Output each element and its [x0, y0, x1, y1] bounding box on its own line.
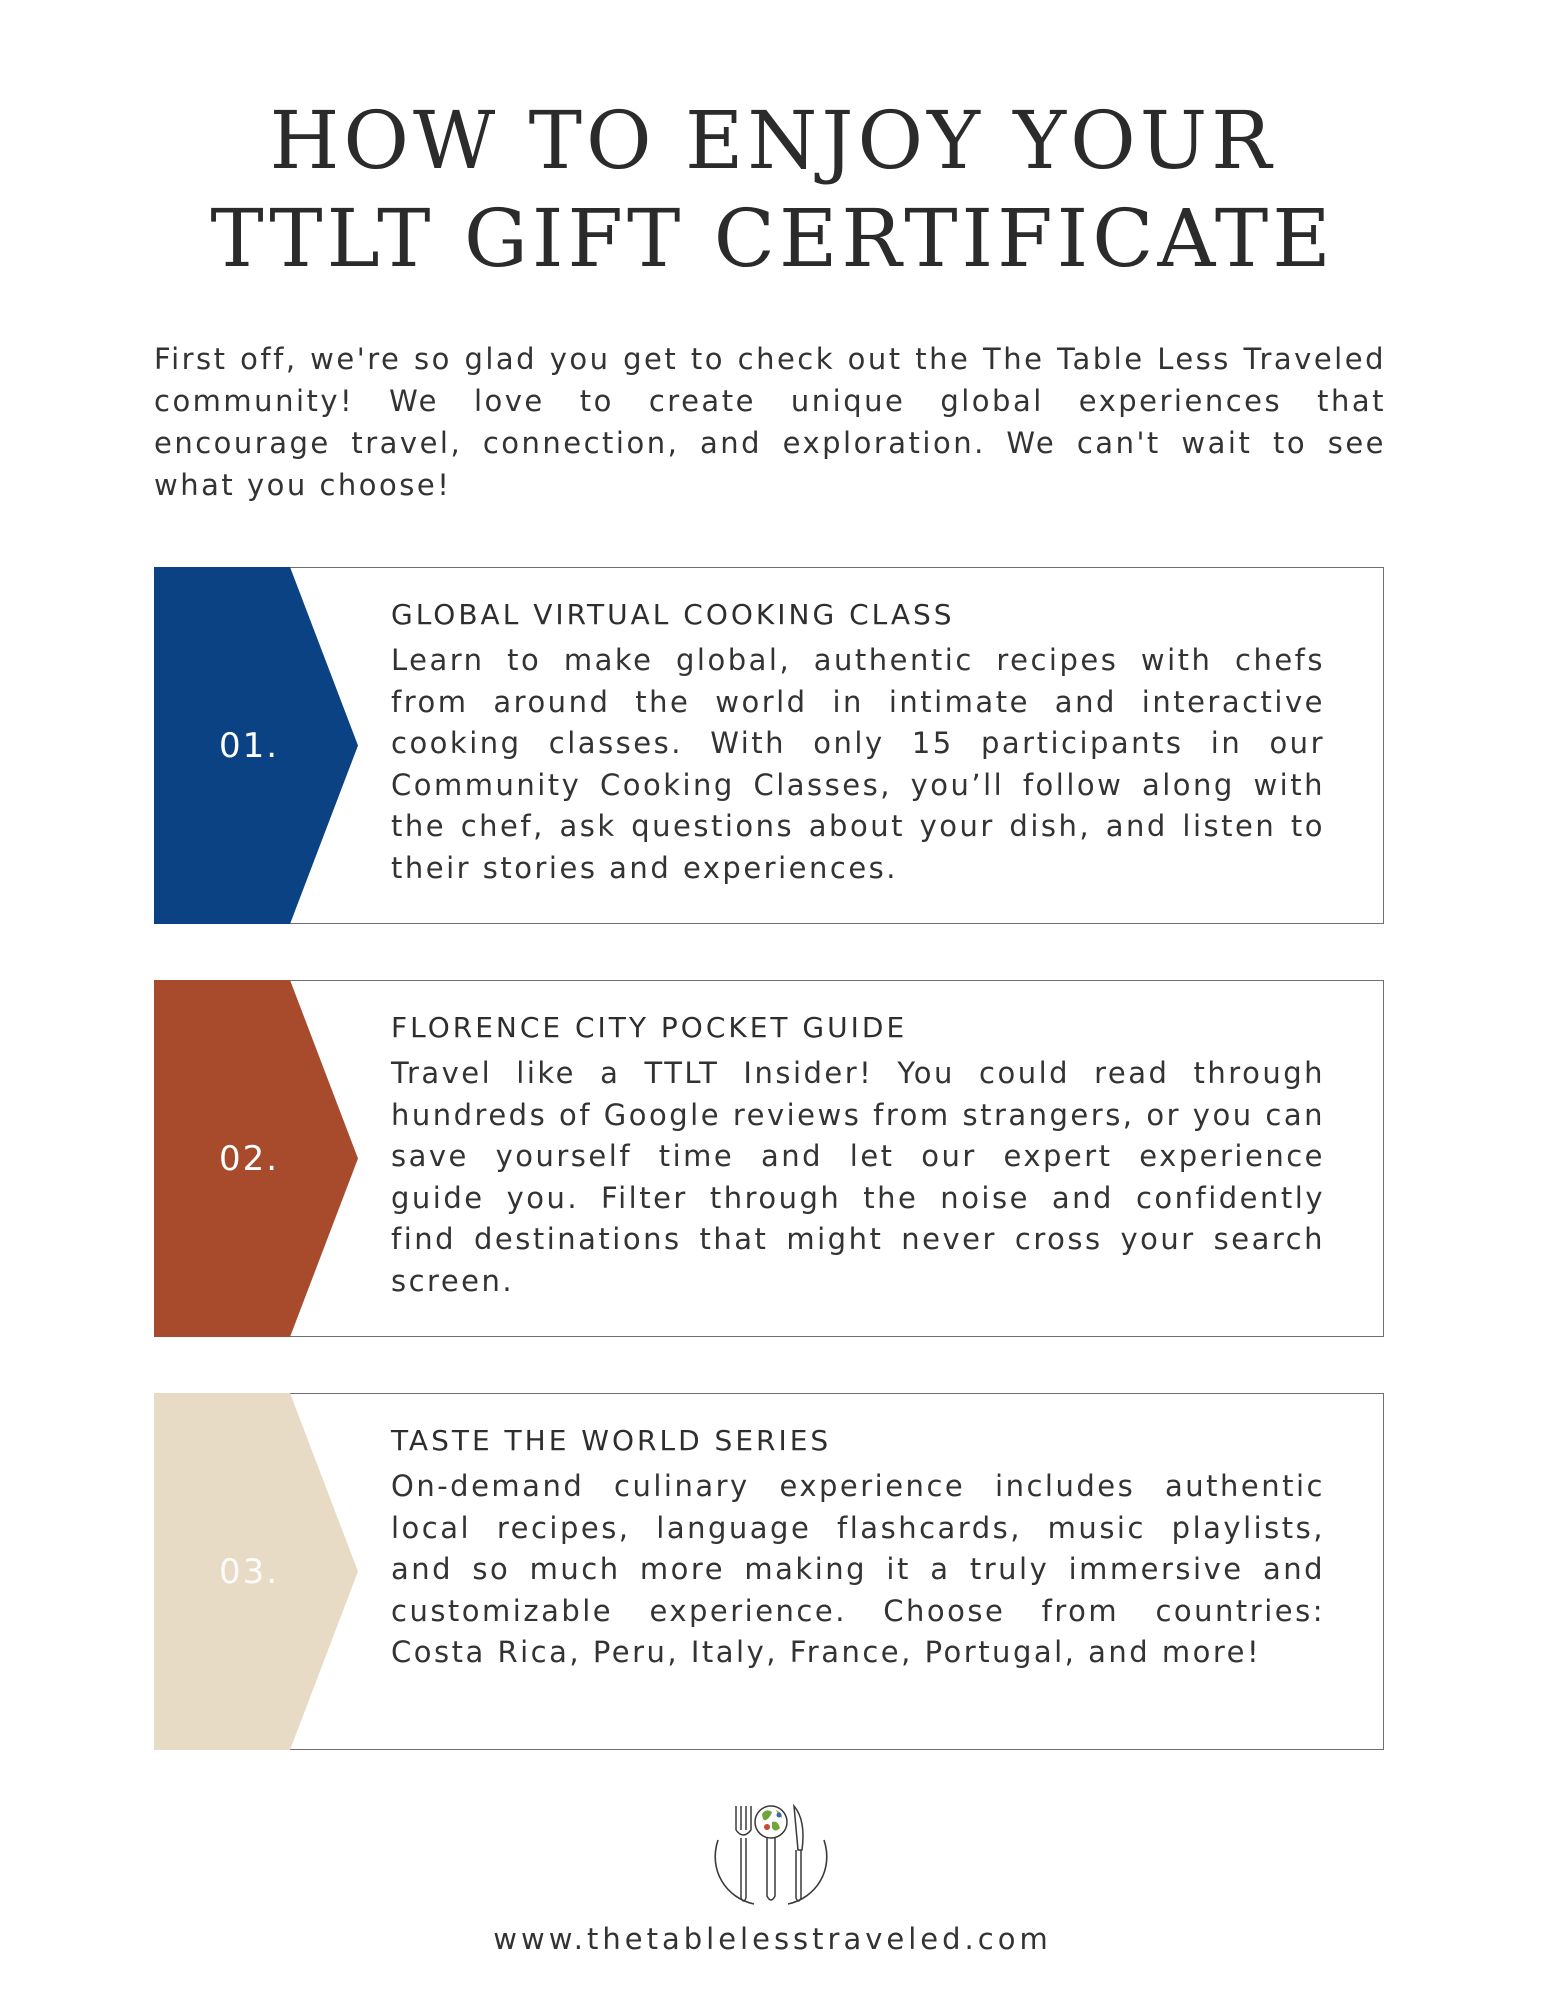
card-heading: FLORENCE CITY POCKET GUIDE — [391, 1011, 908, 1044]
step-number: 02. — [218, 1139, 280, 1179]
step-number: 03. — [218, 1552, 280, 1592]
card-heading: GLOBAL VIRTUAL COOKING CLASS — [391, 598, 955, 631]
intro-paragraph: First off, we're so glad you get to check out the The Table Less Traveled community! We love to create unique global experiences that encourage travel, connection, and exploration. We can't wait to see what you choose! — [154, 342, 1386, 502]
step-number: 01. — [218, 726, 280, 766]
card-taste-the-world — [154, 1393, 1384, 1750]
website-url[interactable]: www.thetablelesstraveled.com — [493, 1922, 1052, 1956]
fork-globe-knife-logo-icon — [706, 1800, 836, 1910]
page-title-line-2: TTLT GIFT CERTIFICATE — [210, 192, 1335, 285]
card-description: Learn to make global, authentic recipes with chefs from around the world in intimate and interactive cooking classes. With only 15 participants in our Community Cooking Classes, you’ll follow along with the chef, ask questions about your dish, and listen to their stories and experiences. — [391, 643, 1325, 885]
card-description: On-demand culinary experience includes authentic local recipes, language flashcards, music playlists, and so much more making it a truly immersive and customizable experience. Choose from countries: Costa Rica, Peru, Italy, France, Portugal, and more! — [391, 1469, 1325, 1669]
page-title-line-1: HOW TO ENJOY YOUR — [269, 94, 1276, 187]
page-title — [0, 92, 1545, 288]
card-description: Travel like a TTLT Insider! You could read through hundreds of Google reviews from strangers, or you can save yourself time and let our expert experience guide you. Filter through the noise and confidently find destinations that might never cross your search screen. — [391, 1056, 1325, 1298]
card-cooking-class — [154, 567, 1384, 924]
card-heading: TASTE THE WORLD SERIES — [391, 1424, 832, 1457]
card-pocket-guide — [154, 980, 1384, 1337]
